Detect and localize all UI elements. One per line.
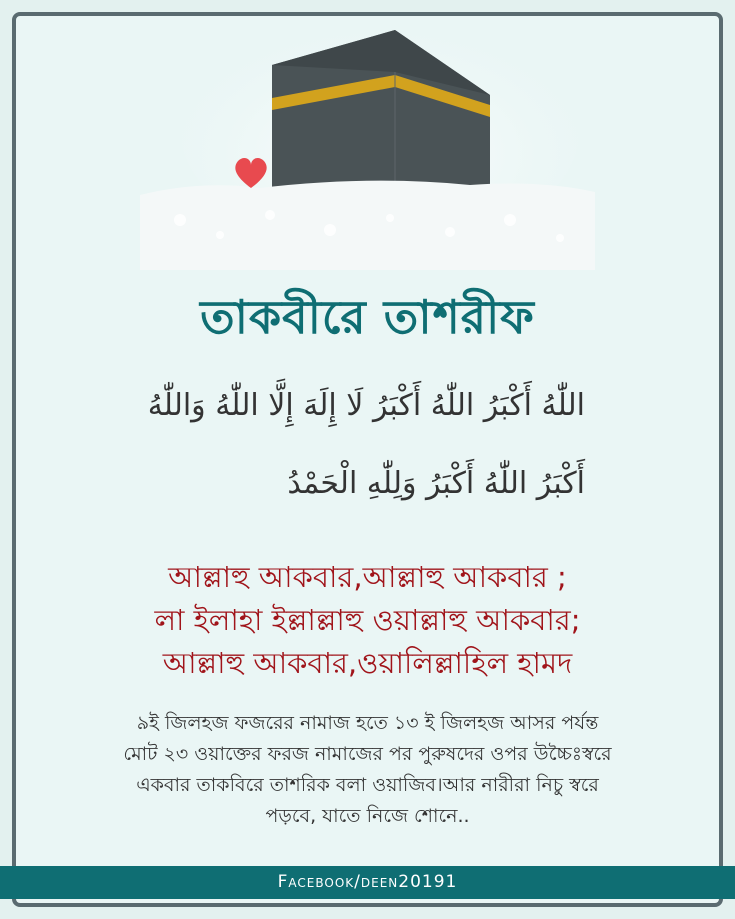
description-line-2: মোট ২৩ ওয়াক্তের ফরজ নামাজের পর পুরুষদের ওপর উচ্চৈঃস্বরে bbox=[123, 743, 612, 765]
arabic-line-1: اللّٰهُ أَكْبَرُ اللّٰهُ أَكْبَرُ لَا إِلَهَ إِلَّا اللّٰهُ وَاللّٰهُ bbox=[147, 388, 585, 423]
bangla-line-1: আল্লাহু আকবার,আল্লাহু আকবার ; bbox=[168, 560, 567, 594]
facebook-footer: Facebook/deen20191 bbox=[0, 866, 735, 899]
bangla-line-2: লা ইলাহা ইল্লাল্লাহু ওয়াল্লাহু আকবার; bbox=[154, 603, 581, 637]
description-line-1: ৯ই জিলহজ ফজরের নামাজ হতে ১৩ ই জিলহজ আসর পর্যন্ত bbox=[136, 712, 599, 734]
description-line-3: একবার তাকবিরে তাশরিক বলা ওয়াজিব।আর নারীরা নিচু স্বরে bbox=[136, 774, 599, 796]
page-title: তাকবীরে তাশরীফ bbox=[200, 290, 535, 344]
bangla-line-3: আল্লাহু আকবার,ওয়ালিল্লাহিল হামদ bbox=[162, 646, 573, 680]
kaaba-illustration bbox=[140, 20, 595, 270]
arabic-line-2: أَكْبَرُ اللّٰهُ أَكْبَرُ وَلِلّٰهِ الْحَمْدُ bbox=[287, 466, 585, 501]
description-line-4: পড়বে, যাতে নিজে শোনে.. bbox=[265, 805, 470, 827]
description-paragraph bbox=[60, 708, 675, 832]
